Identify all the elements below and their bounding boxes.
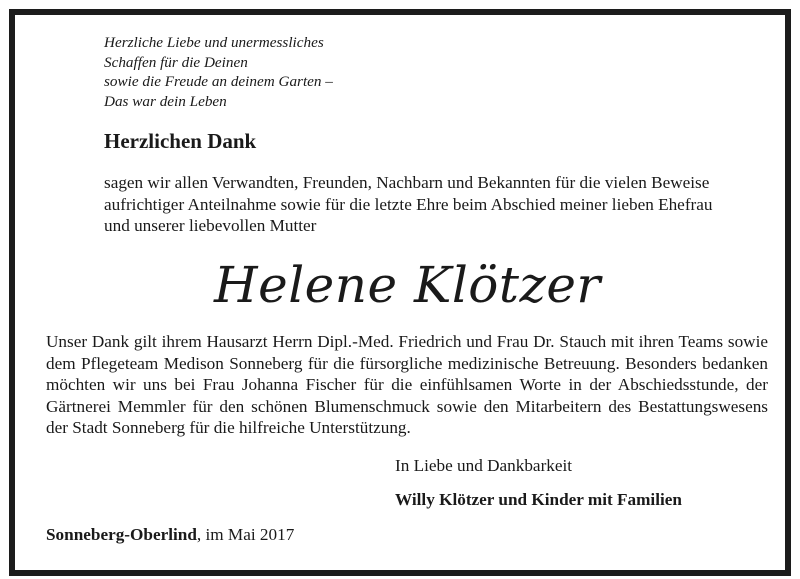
date-text: , im Mai 2017 — [196, 525, 295, 544]
closing-line: In Liebe und Dankbarkeit — [395, 456, 573, 475]
deceased-name: Helene Klötzer — [214, 256, 601, 314]
place-date-line — [46, 524, 294, 546]
poem-line: sowie die Freude an deinem Garten – — [104, 73, 333, 90]
family-signature: Willy Klötzer und Kinder mit Familien — [395, 490, 682, 509]
place-name: Sonneberg-Oberlind — [46, 525, 197, 544]
intro-paragraph: sagen wir allen Verwandten, Freunden, Nachbarn und Bekannten für die vielen Beweise aufrichtiger Anteilnahme sowie für die letzte Ehre beim Abschied meiner lieben Ehefrau und unserer liebevollen Mutter — [104, 173, 713, 235]
thanks-paragraph: Unser Dank gilt ihrem Hausarzt Herrn Dipl.-Med. Friedrich und Frau Dr. Stauch mit ihren Teams sowie dem Pflegeteam Medison Sonneberg für die fürsorgliche medizinische Betreuung. Besonders bedanken möchten wir uns bei Frau Johanna Fischer für die einfühlsamen Worte in der Abschiedsstunde, der Gärtnerei Memmler für den schönen Blumenschmuck sowie den Mitarbeitern des Bestattungswesens der Stadt Sonneberg für die hilfreiche Unterstützung. — [46, 332, 768, 437]
memorial-poem — [104, 33, 333, 111]
poem-line: Herzliche Liebe und unermessliches — [104, 34, 324, 51]
poem-line: Das war dein Leben — [104, 92, 227, 110]
notice-heading: Herzlichen Dank — [104, 129, 257, 153]
poem-line: Schaffen für die Deinen — [104, 53, 248, 71]
